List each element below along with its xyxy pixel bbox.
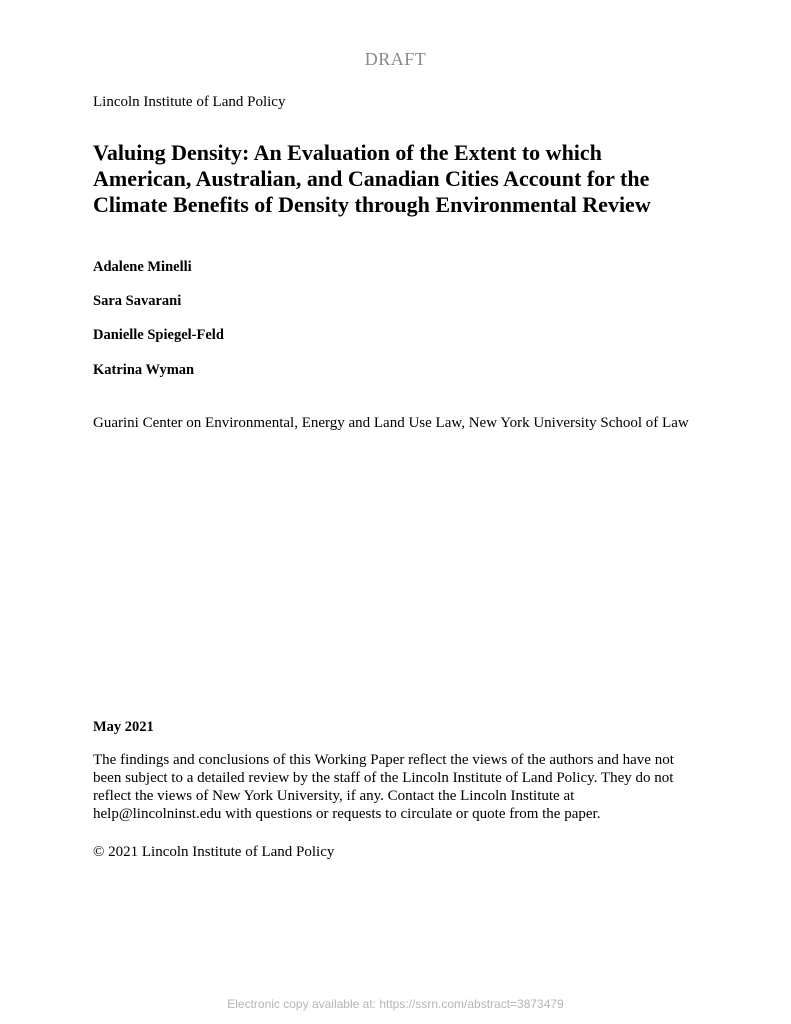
- disclaimer-line: reflect the views of New York University, if any. Contact the Lincoln Institute at: [93, 788, 575, 804]
- ssrn-footer: Electronic copy available at: https://ssrn.com/abstract=3873479: [227, 997, 564, 1011]
- author-affiliation: Guarini Center on Environmental, Energy and Land Use Law, New York University School of Law: [93, 415, 689, 431]
- title-line: Climate Benefits of Density through Environmental Review: [93, 192, 651, 217]
- disclaimer-line: been subject to a detailed review by the staff of the Lincoln Institute of Land Policy. They do not: [93, 770, 674, 786]
- disclaimer-line: help@lincolninst.edu with questions or requests to circulate or quote from the paper.: [93, 806, 601, 822]
- paper-title: [93, 140, 733, 218]
- title-line: Valuing Density: An Evaluation of the Extent to which: [93, 140, 602, 165]
- draft-watermark: DRAFT: [364, 49, 427, 69]
- copyright-notice: © 2021 Lincoln Institute of Land Policy: [93, 844, 335, 860]
- author-name: Danielle Spiegel-Feld: [93, 327, 224, 343]
- title-line: American, Australian, and Canadian Cities Account for the: [93, 166, 650, 191]
- author-name: Katrina Wyman: [93, 362, 195, 378]
- disclaimer-paragraph: [93, 751, 713, 823]
- author-name: Sara Savarani: [93, 293, 182, 309]
- author-name: Adalene Minelli: [93, 259, 192, 275]
- institute-name: Lincoln Institute of Land Policy: [93, 94, 286, 110]
- publication-date: May 2021: [93, 719, 154, 735]
- disclaimer-line: The findings and conclusions of this Working Paper reflect the views of the authors and have not: [93, 752, 674, 768]
